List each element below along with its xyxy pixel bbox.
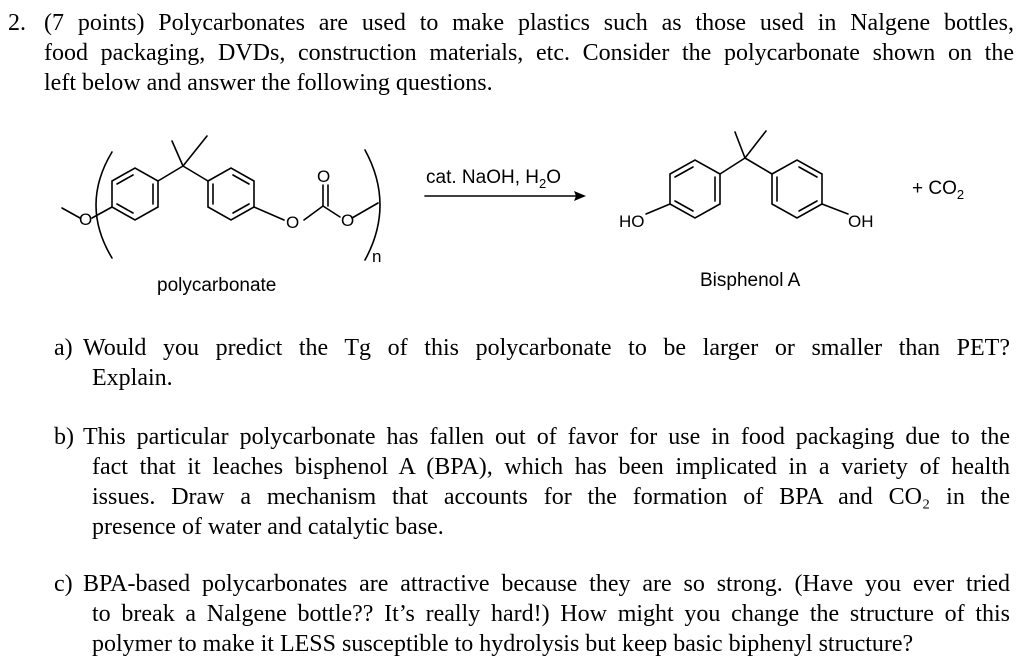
part-a-label: a) xyxy=(54,335,73,361)
part-a-text xyxy=(83,333,1010,393)
part-b-line-4: presence of water and catalytic base. xyxy=(92,514,444,540)
polymer-label: polycarbonate xyxy=(157,275,277,296)
polymer-benzene-ring-2 xyxy=(208,168,254,220)
polymer-right-bracket xyxy=(365,150,380,260)
atom-o-ester-2: O xyxy=(341,211,355,230)
part-b-line-1: This particular polycarbonate has fallen out of favor for use in food packaging due to the xyxy=(83,424,1010,450)
atom-oh: OH xyxy=(848,212,874,231)
question-number: 2. xyxy=(8,10,26,36)
part-c-line-3: polymer to make it LESS susceptible to hydrolysis but keep basic biphenyl structure? xyxy=(92,631,914,657)
bpa-benzene-ring-2 xyxy=(772,160,822,218)
product-label: Bisphenol A xyxy=(700,270,801,291)
atom-o-end: O xyxy=(79,210,93,229)
byproduct-co2: + $CO_2$ xyxy=(912,178,965,202)
part-c-text xyxy=(83,569,1010,659)
intro-line-3: left below and answer the following questions. xyxy=(44,70,493,96)
atom-o-carbonyl: O xyxy=(317,167,331,186)
intro-line-1: (7 points) Polycarbonates are used to make plastics such as those used in Nalgene bottles, xyxy=(44,10,1014,36)
intro-line-2: food packaging, DVDs, construction materials, etc. Consider the polycarbonate shown on the xyxy=(44,40,1014,66)
part-c-line-1: BPA-based polycarbonates are attractive because they are so strong. (Have you ever tried xyxy=(83,571,1010,597)
part-b-label: b) xyxy=(54,424,74,450)
part-c-label: c) xyxy=(54,571,73,597)
bpa-benzene-ring-1 xyxy=(670,160,720,218)
polymer-benzene-ring-1 xyxy=(112,168,158,220)
part-a-line-2: Explain. xyxy=(92,365,173,391)
part-b-line-3: issues. Draw a mechanism that accounts for the formation of BPA and CO₂ in the xyxy=(92,484,1010,510)
part-c-line-2: to break a Nalgene bottle?? It’s really hard!) How might you change the structure of this xyxy=(92,601,1010,627)
repeat-n: n xyxy=(372,247,382,266)
atom-o-ester-1: O xyxy=(286,213,300,232)
reaction-scheme xyxy=(0,120,1024,300)
part-b-line-2: fact that it leaches bisphenol A (BPA), which has been implicated in a variety of health xyxy=(92,454,1010,480)
part-b xyxy=(54,422,1010,542)
end-methyl-bond xyxy=(62,208,80,218)
question-intro xyxy=(8,8,1014,98)
question-text xyxy=(44,8,1014,98)
methyl-bond-2 xyxy=(183,136,207,166)
part-a-line-1: Would you predict the Tg of this polycarbonate to be larger or smaller than PET? xyxy=(83,335,1010,361)
atom-ho: HO xyxy=(619,212,645,231)
reagent-label: cat. NaOH, $H_2O$ xyxy=(426,167,561,191)
part-c xyxy=(54,569,1010,659)
methyl-bond-1 xyxy=(172,141,183,166)
part-b-text xyxy=(83,422,1010,542)
part-a xyxy=(54,333,1010,393)
polymer-left-bracket xyxy=(96,152,112,258)
